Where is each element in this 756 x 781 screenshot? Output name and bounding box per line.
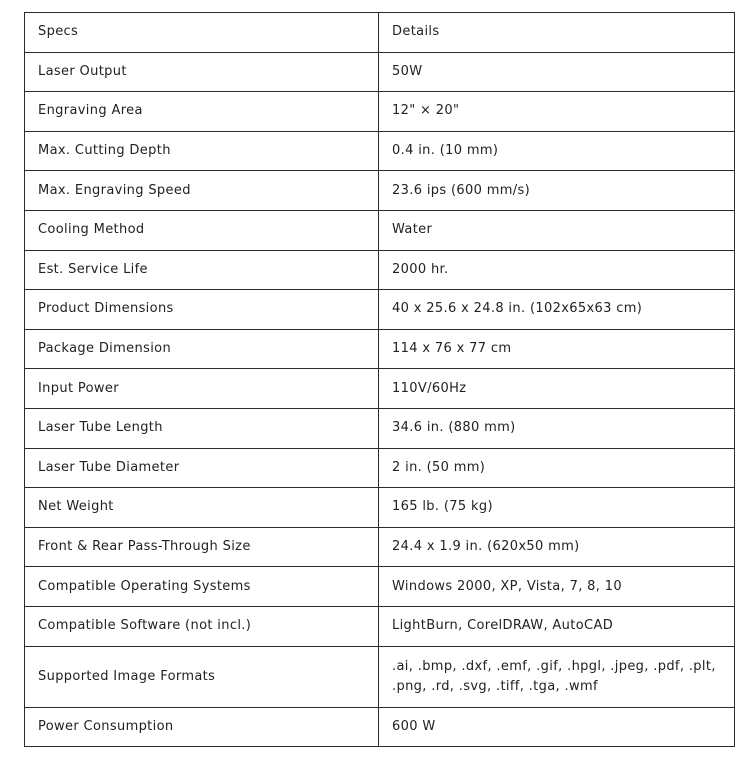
table-header-row (25, 13, 735, 53)
spec-name: Supported Image Formats (25, 646, 379, 707)
table-row (25, 448, 735, 488)
spec-name: Input Power (25, 369, 379, 409)
spec-value: .ai, .bmp, .dxf, .emf, .gif, .hpgl, .jpeg, .pdf, .plt, .png, .rd, .svg, .tiff, .tga, .wmf (379, 646, 735, 707)
spec-name: Net Weight (25, 488, 379, 528)
specs-table (24, 12, 735, 747)
table-row (25, 329, 735, 369)
spec-name: Laser Tube Diameter (25, 448, 379, 488)
spec-value: 2000 hr. (379, 250, 735, 290)
table-row (25, 567, 735, 607)
table-row (25, 52, 735, 92)
spec-name: Front & Rear Pass-Through Size (25, 527, 379, 567)
spec-name: Laser Tube Length (25, 408, 379, 448)
spec-value: 114 x 76 x 77 cm (379, 329, 735, 369)
spec-value: 23.6 ips (600 mm/s) (379, 171, 735, 211)
table-row (25, 488, 735, 528)
spec-value: 0.4 in. (10 mm) (379, 131, 735, 171)
table-row (25, 210, 735, 250)
spec-name: Max. Cutting Depth (25, 131, 379, 171)
spec-name: Package Dimension (25, 329, 379, 369)
spec-name: Compatible Operating Systems (25, 567, 379, 607)
spec-value: LightBurn, CorelDRAW, AutoCAD (379, 606, 735, 646)
table-row (25, 171, 735, 211)
header-specs: Specs (25, 13, 379, 53)
table-row (25, 527, 735, 567)
table-row (25, 250, 735, 290)
table-row (25, 646, 735, 707)
spec-value: 165 lb. (75 kg) (379, 488, 735, 528)
spec-name: Engraving Area (25, 92, 379, 132)
table-row (25, 606, 735, 646)
spec-value: Windows 2000, XP, Vista, 7, 8, 10 (379, 567, 735, 607)
spec-name: Power Consumption (25, 707, 379, 747)
spec-value: 40 x 25.6 x 24.8 in. (102x65x63 cm) (379, 290, 735, 330)
spec-value: 24.4 x 1.9 in. (620x50 mm) (379, 527, 735, 567)
spec-value: 34.6 in. (880 mm) (379, 408, 735, 448)
header-details: Details (379, 13, 735, 53)
spec-value: 600 W (379, 707, 735, 747)
spec-value: Water (379, 210, 735, 250)
table-row (25, 290, 735, 330)
table-row (25, 369, 735, 409)
table-row (25, 707, 735, 747)
spec-name: Max. Engraving Speed (25, 171, 379, 211)
spec-name: Cooling Method (25, 210, 379, 250)
spec-name: Est. Service Life (25, 250, 379, 290)
spec-value: 2 in. (50 mm) (379, 448, 735, 488)
spec-value: 110V/60Hz (379, 369, 735, 409)
spec-name: Laser Output (25, 52, 379, 92)
spec-name: Product Dimensions (25, 290, 379, 330)
table-row (25, 92, 735, 132)
table-row (25, 408, 735, 448)
spec-value: 50W (379, 52, 735, 92)
spec-name: Compatible Software (not incl.) (25, 606, 379, 646)
spec-value: 12" × 20" (379, 92, 735, 132)
table-row (25, 131, 735, 171)
